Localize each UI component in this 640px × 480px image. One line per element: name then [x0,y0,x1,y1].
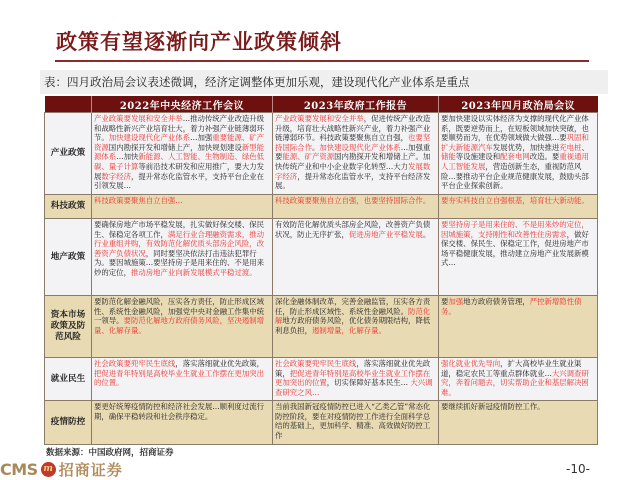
cell-2022-cewc [92,113,273,195]
cell-text: ，同时要坚决依法打击违法犯罪行为。要因城施策…要坚持房子是用来住的、不是用来炒的定位， [94,248,264,277]
cell-text: 地方政府债务管理， [463,297,530,306]
highlighted-text: 把促进青年特别是高校毕业生就业工作摆在更加突出的位置。 [94,368,264,388]
cell-2022-cewc [92,195,273,219]
cell-2022-cewc [92,296,273,358]
highlighted-text: 重视通用人工智能发展 [441,152,589,171]
cell-text: …推动传统产业改造升级和战略性新兴产业培育壮大，着力补强产业链薄弱环节。 [94,114,265,143]
cell-text: 等前沿技术研发和应用推广，要大力发展 [94,161,265,181]
highlighted-text: 也要坚持国际合作 [275,133,431,152]
highlighted-text: 充电桩 [559,142,582,152]
table-row [45,296,598,358]
cell-text: …加快 [116,152,139,162]
cell-2023-april-politburo [439,401,598,445]
cell-2023-april-politburo [439,195,598,219]
cell-text: 要加快建设以实体经济为支撑的现代化产业体系，既要逆势而上，在短板领域加快突破，也要顺势而为，在优势领域做大做强…要 [441,114,589,143]
cell-text: 国内勘探开发和增储上产，加快规划建设 [108,142,242,152]
highlighted-text: 推动房地产业向新发展模式平稳过渡。 [130,267,257,277]
highlighted-text: 强化就业优先导向 [441,359,501,368]
cell-text: 、 [581,142,589,152]
highlighted-text: 产业政策要发展和安全并举 [94,114,183,123]
row-label: 资本市场政策及防范风险 [45,296,92,358]
cell-text: 当前我国新冠疫情防控已进入“乙类乙管”常态化防控阶段，要在对疫情防控工作进行全面科学总结的基础上，更加科学、精准、高效做好防控工作 [275,402,431,440]
header-2022-cewc: 2022年中央经济工作会议 [92,96,273,113]
row-label: 疫情防控 [45,401,92,445]
cell-text: ，落实落细就业优先政策， [275,359,431,378]
header-2023-april-politburo: 2023年四月政治局会议 [439,96,598,113]
highlighted-text: 配套电网 [500,152,530,162]
cell-2023-gov-report [273,296,439,358]
highlighted-text: 遏制增量，化解存量。 [311,325,386,335]
cell-text: 地方政府债务风险，优化债务期限结构，降低利息负担， [275,316,431,335]
cell-2023-gov-report [273,113,439,195]
header-corner [45,96,92,113]
highlighted-text: 重要能源、矿产资源 [94,133,265,152]
cell-2022-cewc [92,358,273,401]
cms-logo [0,459,123,479]
row-label: 地产政策 [45,219,92,296]
row-label: 科技政策 [45,195,92,219]
highlighted-text: 加强 [448,297,464,306]
highlighted-text: 严控新增隐性债务。 [441,297,582,316]
highlighted-text: 加快建设现代化产业体系 [319,142,401,152]
cell-text: ，切实保障好基本民生… [326,378,411,388]
cell-2023-gov-report [273,401,439,445]
page-title: 政策有望逐渐向产业政策倾斜 [56,29,342,54]
policy-comparison-table [44,96,598,445]
cell-2023-april-politburo [439,219,598,296]
highlighted-text: 社会政策要兜牢民生底线 [275,359,357,368]
cell-text: 。 [422,229,431,239]
table-header-row [45,96,598,113]
cell-2023-gov-report [273,358,439,401]
highlighted-text: 把促进青年特别是高校毕业生就业工作摆在更加突出的位置 [275,368,431,388]
highlighted-text: 储能 [441,152,456,162]
cell-2022-cewc [92,401,273,445]
cell-text: 深化金融体制改革，完善金融监管，压实各方责任，防止形成区域性、系统性金融风险。 [275,297,431,316]
cell-text: 。 [311,142,320,152]
highlighted-text: 发展数字经济 [275,161,431,181]
highlighted-text: 科技政策要聚焦自立自强… [94,196,183,205]
highlighted-text: 巩固和扩大新能源汽车 [441,133,589,152]
cell-2023-gov-report [273,219,439,296]
cell-2023-april-politburo [439,113,598,195]
title-divider [55,60,589,62]
highlighted-text: 科技政策要聚焦自立自强，也要坚持国际合作。 [275,196,431,205]
highlighted-text: 新能源、人工智能、生物制造、绿色低碳、量子计算 [94,152,265,171]
cell-text: 等设施建设和 [455,152,501,162]
table-row [45,113,598,195]
cell-text: 要确保房地产市场平稳发展，扎实做好保交楼、保民生、保稳定各项工作， [94,220,264,239]
data-source-note: 数据来源：中国政府网，招商证券 [46,448,174,458]
cell-text: ，提升常态化监管水平，支持平台经济发展。 [275,171,431,191]
cell-2023-gov-report [273,195,439,219]
cell-text: 有效防范化解优质头部房企风险，改善资产负债状况，防止无序扩张， [275,220,431,239]
logo-chinese: 招商证券 [58,460,123,479]
highlighted-text: 满足行业合理融资需求，推动行业重组并购，有效防范化解优质头部房企风险，改善资产负债状况 [94,229,265,258]
cell-text: ，营造创新生态，重视防范风险…要推动平台企业规范健康发展，鼓励头部平台企业探索创新。 [441,161,589,191]
logo-mark-icon: m [41,462,56,477]
cell-2023-april-politburo [439,296,598,358]
table-row [45,195,598,219]
highlighted-text: 要夯实科技自立自强根基，培育壮大新动能。 [441,196,589,205]
table-row [45,219,598,296]
cell-text: 发展优势，加快推进 [492,142,560,152]
highlighted-text: 新型能源体系 [94,142,265,162]
highlighted-text: 大兴调查研究之风… [275,378,433,397]
cell-text: 要继续抓好新冠疫情防控工作。 [441,402,545,411]
header-2023-gov-report: 2023年政府工作报告 [273,96,439,113]
table-row [45,401,598,445]
cell-text: ，落实落细就业优先政策， [175,359,265,368]
table-row [45,358,598,401]
cell-text: ，提升常态化监管水平，支持平台企业在引领发展… [94,171,265,191]
logo-latin: CMS [0,459,38,479]
cell-text: ，促进传统产业改造升级，培育壮大战略性新兴产业，着力补强产业链薄弱环节。科技政策要聚焦自立自强， [275,114,431,143]
highlighted-text: 社会政策要兜牢民生底线 [94,359,176,368]
highlighted-text: 要防范化解地方政府债务风险，坚决遏制增量、化解存量。 [94,316,265,335]
cell-text: 国内勘探开发和增储上产。加快传统产业和中小企业数字化转型…大力 [275,152,431,171]
highlighted-text: 加快建设现代化产业体系 [108,133,191,143]
highlighted-text: 促进房地产业平稳发展 [348,229,423,239]
row-label: 就业民生 [45,358,92,401]
highlighted-text: 产业政策要发展和安全并举 [275,114,364,123]
highlighted-text: 要坚持房子是用来住的、不是用来炒的定位，因城施策，支持刚性和改善性住房需求 [441,220,589,239]
row-label: 产业政策 [45,113,92,195]
cell-text: …加强重要 [275,142,431,162]
cell-text: ，做好保交楼、保民生、保稳定工作，促进房地产市场平稳健康发展，推动建立房地产业发展新模式… [441,229,589,268]
highlighted-text: 防范化解 [275,306,431,326]
cell-text: 要防范化解金融风险，压实各方责任，防止形成区域性、系统性金融风险，加强党中央对金融工作集中统一领导。 [94,297,264,326]
cell-text: 要 [441,297,449,306]
table-caption: 表：四月政治局会议表述微调，经济定调整体更加乐观，建设现代化产业体系是重点 [40,70,608,94]
cell-2022-cewc [92,219,273,296]
page-number: -10- [566,462,590,476]
highlighted-text: 大兴调查研究，奔着问题去，切实帮助企业和基层解决困难。 [441,368,589,397]
cell-2023-april-politburo [439,358,598,401]
cell-text: 要更好统筹疫情防控和经济社会发展…顺利度过流行期，确保平稳转段和社会秩序稳定。 [94,402,264,421]
cell-text: ，扩大高校毕业生就业渠道，稳定农民工等重点群体就业… [441,359,582,378]
cell-text: 改造。要 [529,152,560,162]
cell-text: …加强 [190,133,213,143]
highlighted-text: 数字经济 [101,171,131,181]
highlighted-text: 能源、矿产资源 [282,152,335,162]
